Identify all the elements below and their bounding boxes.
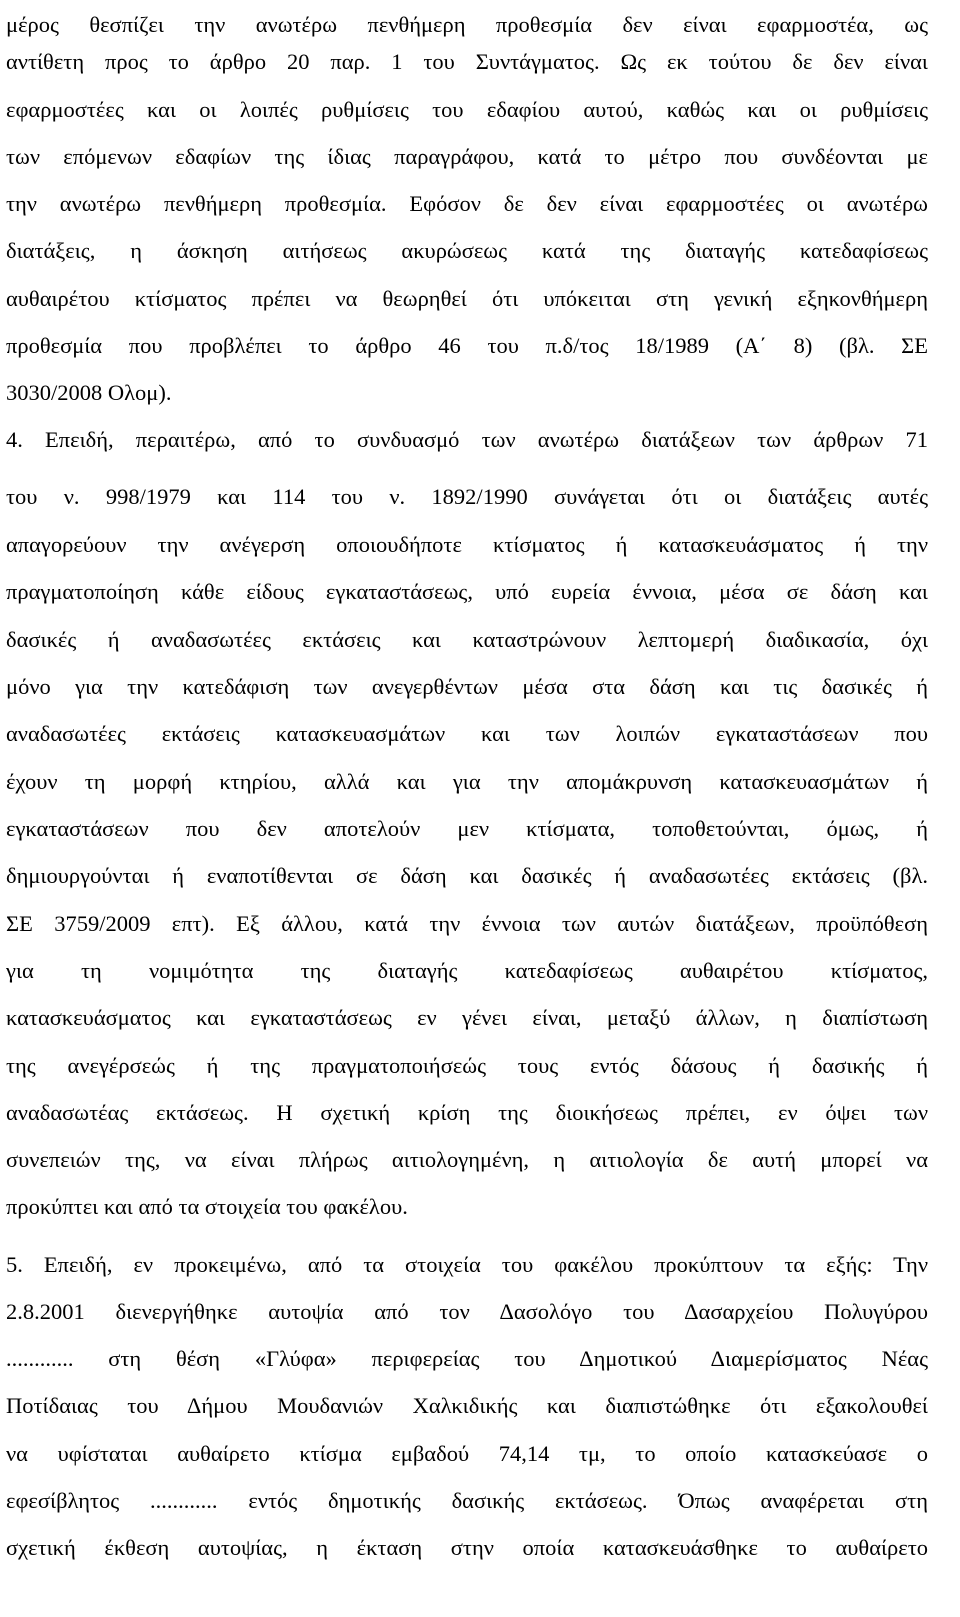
- text-line: δασικές ή αναδασωτέες εκτάσεις και καταστρώνουν λεπτομερή διαδικασία, όχι: [6, 627, 928, 652]
- text-line: να υφίσταται αυθαίρετο κτίσμα εμβαδού 74,14 τμ, το οποίο κατασκεύασε ο: [6, 1441, 928, 1466]
- text-line: την ανωτέρω πενθήμερη προθεσμία. Εφόσον δε δεν είναι εφαρμοστέες οι ανωτέρω: [6, 191, 928, 216]
- text-line: συνεπειών της, να είναι πλήρως αιτιολογημένη, η αιτιολογία δε αυτή μπορεί να: [6, 1147, 928, 1172]
- text-line: προκύπτει και από τα στοιχεία του φακέλου.: [6, 1194, 408, 1219]
- text-line: ΣΕ 3759/2009 επτ). Εξ άλλου, κατά την έννοια των αυτών διατάξεων, προϋπόθεση: [6, 911, 928, 936]
- text-line: μόνο για την κατεδάφιση των ανεγερθέντων μέσα στα δάση και τις δασικές ή: [6, 674, 928, 699]
- text-line: κατασκευάσματος και εγκαταστάσεως εν γένει είναι, μεταξύ άλλων, η διαπίστωση: [6, 1005, 928, 1030]
- text-line: 5. Επειδή, εν προκειμένω, από τα στοιχεία του φακέλου προκύπτουν τα εξής: Την: [6, 1252, 928, 1277]
- text-line: έχουν τη μορφή κτηρίου, αλλά και για την απομάκρυνση κατασκευασμάτων ή: [6, 769, 928, 794]
- text-line: απαγορεύουν την ανέγερση οποιουδήποτε κτίσματος ή κατασκευάσματος ή την: [6, 532, 928, 557]
- text-line: ............ στη θέση «Γλύφα» περιφερείας του Δημοτικού Διαμερίσματος Νέας: [6, 1346, 928, 1371]
- text-line: 2.8.2001 διενεργήθηκε αυτοψία από τον Δασολόγο του Δασαρχείου Πολυγύρου: [6, 1299, 928, 1324]
- text-line: της ανεγέρσεώς ή της πραγματοποιήσεώς τους εντός δάσους ή δασικής ή: [6, 1053, 928, 1078]
- text-line: δημιουργούνται ή εναποτίθενται σε δάση και δασικές ή αναδασωτέες εκτάσεις (βλ.: [6, 863, 928, 888]
- text-line: αναδασωτέας εκτάσεως. Η σχετική κρίση της διοικήσεως πρέπει, εν όψει των: [6, 1100, 928, 1125]
- text-line: διατάξεις, η άσκηση αιτήσεως ακυρώσεως κατά της διαταγής κατεδαφίσεως: [6, 238, 928, 263]
- text-line: για τη νομιμότητα της διαταγής κατεδαφίσεως αυθαιρέτου κτίσματος,: [6, 958, 928, 983]
- text-line: σχετική έκθεση αυτοψίας, η έκταση στην οποία κατασκευάσθηκε το αυθαίρετο: [6, 1535, 928, 1560]
- text-line: εφαρμοστέες και οι λοιπές ρυθμίσεις του εδαφίου αυτού, καθώς και οι ρυθμίσεις: [6, 97, 928, 122]
- text-line: εφεσίβλητος ............ εντός δημοτικής δασικής εκτάσεως. Όπως αναφέρεται στη: [6, 1488, 928, 1513]
- text-line: αυθαιρέτου κτίσματος πρέπει να θεωρηθεί ότι υπόκειται στη γενική εξηκονθήμερη: [6, 286, 928, 311]
- text-line: του ν. 998/1979 και 114 του ν. 1892/1990 συνάγεται ότι οι διατάξεις αυτές: [6, 484, 928, 509]
- text-line: εγκαταστάσεων που δεν αποτελούν μεν κτίσματα, τοποθετούνται, όμως, ή: [6, 816, 928, 841]
- text-line: αντίθετη προς το άρθρο 20 παρ. 1 του Συντάγματος. Ως εκ τούτου δε δεν είναι: [6, 49, 928, 74]
- text-line: Ποτίδαιας του Δήμου Μουδανιών Χαλκιδικής και διαπιστώθηκε ότι εξακολουθεί: [6, 1393, 928, 1418]
- text-line: προθεσμία που προβλέπει το άρθρο 46 του π.δ/τος 18/1989 (Α΄ 8) (βλ. ΣΕ: [6, 333, 928, 358]
- text-line: αναδασωτέες εκτάσεις κατασκευασμάτων και των λοιπών εγκαταστάσεων που: [6, 721, 928, 746]
- text-line: των επόμενων εδαφίων της ίδιας παραγράφου, κατά το μέτρο που συνδέονται με: [6, 144, 928, 169]
- text-line: 4. Επειδή, περαιτέρω, από το συνδυασμό των ανωτέρω διατάξεων των άρθρων 71: [6, 427, 928, 452]
- text-line: 3030/2008 Ολομ).: [6, 380, 172, 405]
- text-line: πραγματοποίηση κάθε είδους εγκαταστάσεως, υπό ευρεία έννοια, μέσα σε δάση και: [6, 579, 928, 604]
- text-line: μέρος θεσπίζει την ανωτέρω πενθήμερη προθεσμία δεν είναι εφαρμοστέα, ως: [6, 12, 928, 37]
